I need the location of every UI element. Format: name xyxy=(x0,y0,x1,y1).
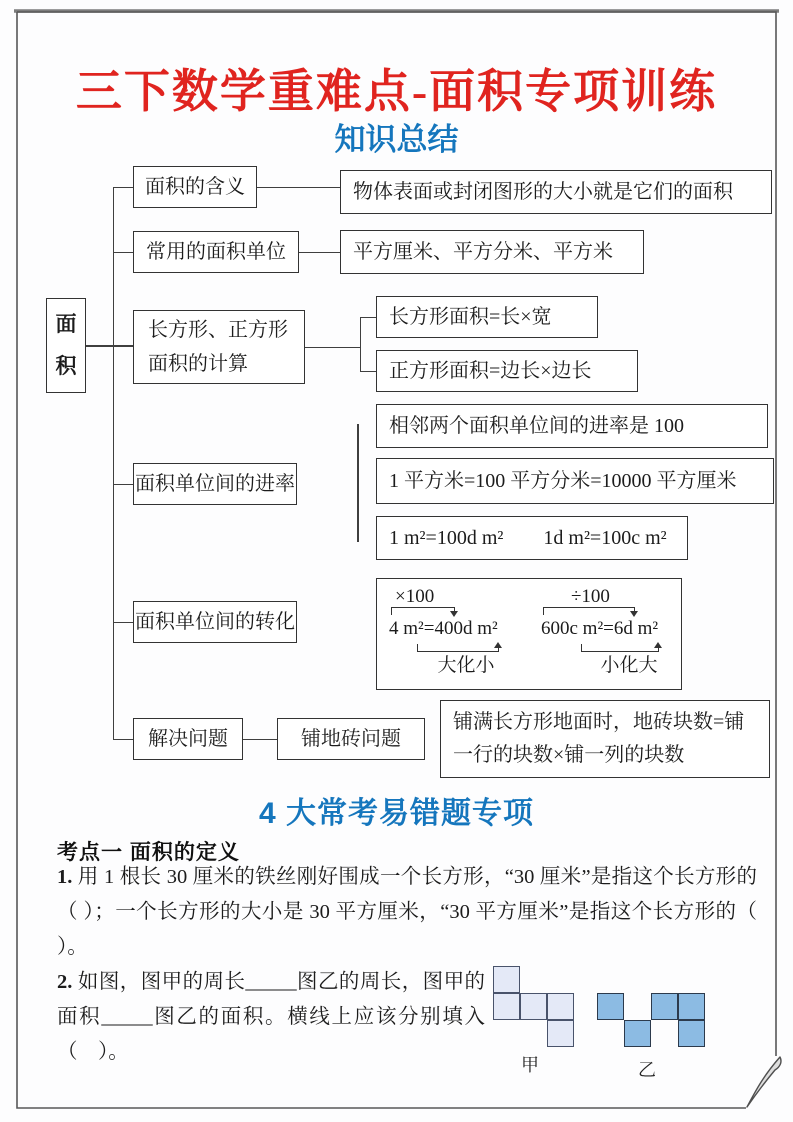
divide-expression: 600c m²=6d m² xyxy=(541,618,659,639)
branch-rect-square-line2: 面积的计算 xyxy=(148,353,248,375)
grid-cell xyxy=(547,993,574,1020)
connector-branch1 xyxy=(113,187,133,189)
detail-common-units: 平方厘米、平方分米、平方米 xyxy=(340,230,644,274)
page-title: 三下数学重难点-面积专项训练 xyxy=(75,66,718,117)
root-char-2: 积 xyxy=(55,353,77,378)
conversion-diagram xyxy=(376,578,682,690)
connector-root xyxy=(86,345,133,347)
connector-branch2 xyxy=(113,252,133,254)
grid-cell xyxy=(678,993,705,1020)
figure-jia xyxy=(493,966,575,1048)
multiply-arrow-bracket xyxy=(391,607,455,615)
question-1-text: 用 1 根长 30 厘米的铁丝刚好围成一个长方形，“30 厘米”是指这个长方形的（ ）；一个长方形的大小是 30 平方厘米，“30 平方厘米”是指这个长方形的（ ）。 xyxy=(57,866,757,958)
grid-cell xyxy=(678,1020,705,1047)
sub-tiling-problem: 铺地砖问题 xyxy=(277,718,425,760)
question-2-text: 如图，图甲的周长_____图乙的周长，图甲的面积_____图乙的面积。横线上应该分别填入（ ）。 xyxy=(57,971,485,1063)
connector-b4-vertical xyxy=(357,424,359,542)
grid-cell xyxy=(520,993,547,1020)
branch-rect-square-line1: 长方形、正方形 xyxy=(148,319,288,341)
question-1-number: 1. xyxy=(57,866,73,888)
conversion-multiply xyxy=(389,587,517,678)
multiply-return-bracket xyxy=(417,644,499,652)
grid-cell xyxy=(493,966,520,993)
conversion-divide xyxy=(541,587,679,678)
figure-label-jia: 甲 xyxy=(521,1055,539,1075)
grid-cell xyxy=(624,1020,651,1047)
grid-cell xyxy=(547,1020,574,1047)
page-curl xyxy=(747,1057,781,1107)
section-heading: 4 大常考易错题专项 xyxy=(258,797,535,830)
connector-b6-sub xyxy=(243,739,277,741)
connector-spine xyxy=(113,187,115,740)
connector-b3-detail1 xyxy=(360,317,376,319)
figure-yi xyxy=(597,993,706,1048)
grid-cell xyxy=(651,993,678,1020)
topic-heading: 考点一 面积的定义 xyxy=(57,841,240,864)
multiply-note: 大化小 xyxy=(437,654,495,676)
detail-rect-formula: 长方形面积=长×宽 xyxy=(376,296,598,338)
branch-common-units: 常用的面积单位 xyxy=(133,231,299,273)
connector-branch4 xyxy=(113,484,133,486)
detail-tiling-rule: 铺满长方形地面时，地砖块数=铺一行的块数×铺一列的块数 xyxy=(440,700,770,778)
branch-unit-rate: 面积单位间的进率 xyxy=(133,463,297,505)
root-node xyxy=(46,298,86,393)
connector-b3-detail2 xyxy=(360,371,376,373)
detail-rate-symbols: 1 m²=100d m² 1d m²=100c m² xyxy=(376,516,688,560)
branch-rect-square-calc xyxy=(133,310,305,384)
detail-meaning: 物体表面或封闭图形的大小就是它们的面积 xyxy=(340,170,772,214)
page-subtitle: 知识总结 xyxy=(334,122,459,157)
divide-return-bracket xyxy=(581,644,659,652)
connector-b1-detail xyxy=(257,187,340,189)
branch-meaning: 面积的含义 xyxy=(133,166,257,208)
connector-branch6 xyxy=(113,739,133,741)
detail-rate-equalities: 1 平方米=100 平方分米=10000 平方厘米 xyxy=(376,458,774,504)
connector-b3-stem xyxy=(305,347,360,349)
grid-cell xyxy=(493,993,520,1020)
divide-arrow-bracket xyxy=(543,607,635,615)
conversion-content xyxy=(377,579,689,682)
divide-op-label: ÷100 xyxy=(571,586,610,607)
grid-cell xyxy=(597,993,624,1020)
root-char-1: 面 xyxy=(55,312,77,337)
multiply-op-label: ×100 xyxy=(395,586,435,607)
connector-b3-vertical xyxy=(360,317,362,372)
question-2 xyxy=(57,965,485,1070)
branch-problem-solving: 解决问题 xyxy=(133,718,243,760)
detail-rate-rule: 相邻两个面积单位间的进率是 100 xyxy=(376,404,768,448)
figure-label-yi: 乙 xyxy=(638,1060,656,1080)
question-2-number: 2. xyxy=(57,971,73,993)
question-1 xyxy=(57,860,757,965)
branch-unit-conversion: 面积单位间的转化 xyxy=(133,601,297,643)
connector-b2-detail xyxy=(299,252,340,254)
connector-branch5 xyxy=(113,622,133,624)
detail-square-formula: 正方形面积=边长×边长 xyxy=(376,350,638,392)
divide-note: 小化大 xyxy=(600,654,658,676)
multiply-expression: 4 m²=400d m² xyxy=(389,618,498,639)
